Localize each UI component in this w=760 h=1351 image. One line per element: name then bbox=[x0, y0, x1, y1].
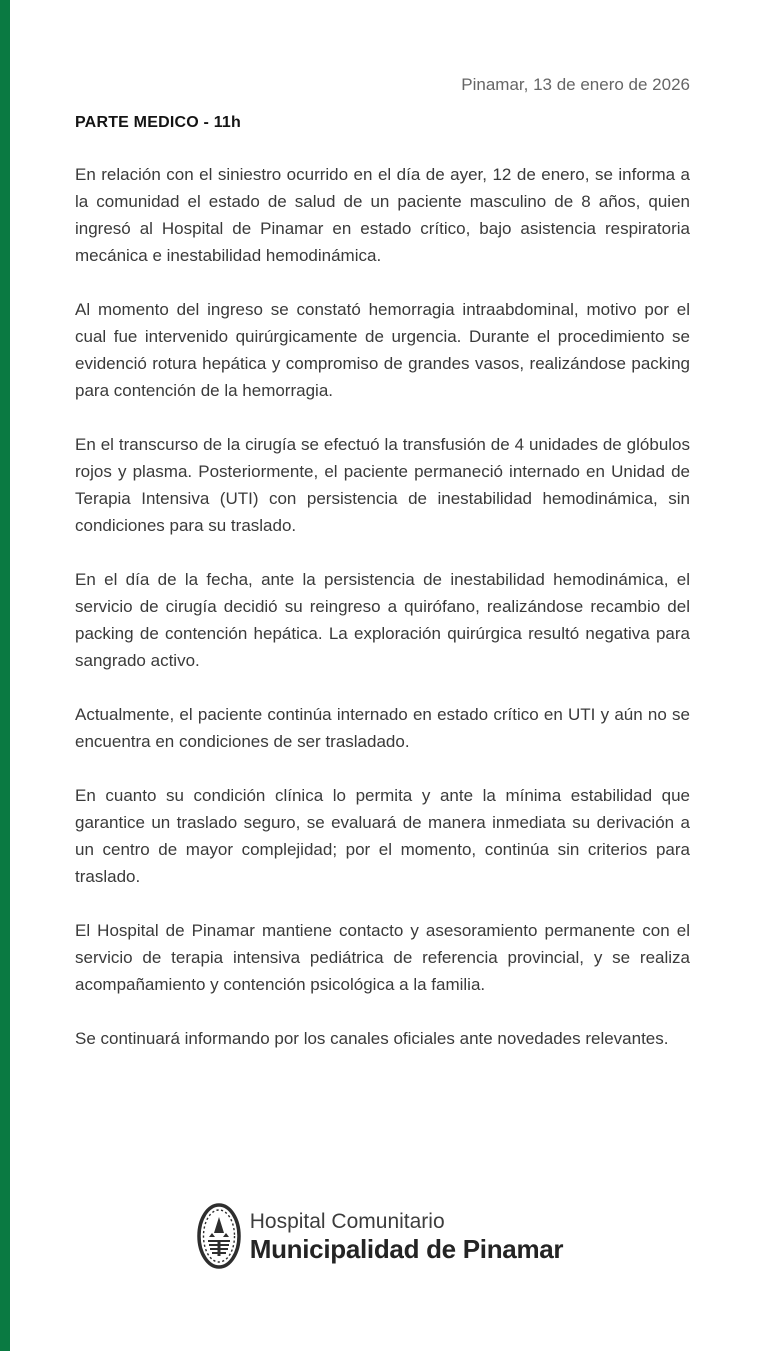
medical-bulletin bbox=[75, 0, 690, 1079]
paragraph-updates-notice: Se continuará informando por los canales oficiales ante novedades relevantes. bbox=[75, 1029, 669, 1048]
paragraph-current-status: Actualmente, el paciente continúa internado en estado crítico en UTI y aún no se encuentra en condiciones de ser trasladado. bbox=[75, 705, 690, 751]
left-accent-stripe bbox=[0, 0, 10, 1351]
dateline: Pinamar, 13 de enero de 2026 bbox=[461, 75, 690, 94]
bulletin-body bbox=[75, 161, 690, 1052]
bulletin-title: PARTE MEDICO - 11h bbox=[75, 114, 241, 131]
paragraph-transfusion-uti: En el transcurso de la cirugía se efectuó la transfusión de 4 unidades de glóbulos rojos y plasma. Posteriormente, el paciente permaneció internado en Unidad de Terapia Intensiva (UTI) con persistencia de inestabilidad hemodinámica, sin condiciones para su traslado. bbox=[75, 435, 690, 535]
logo-line-municipality: Municipalidad de Pinamar bbox=[249, 1233, 564, 1264]
logo-text bbox=[250, 1209, 564, 1264]
municipal-seal-icon bbox=[197, 1203, 241, 1269]
paragraph-incident-overview: En relación con el siniestro ocurrido en el día de ayer, 12 de enero, se informa a la comunidad el estado de salud de un paciente masculino de 8 años, quien ingresó al Hospital de Pinamar en estado crítico, bajo asistencia respiratoria mecánica e inestabilidad hemodinámica. bbox=[75, 165, 690, 265]
paragraph-support-family: El Hospital de Pinamar mantiene contacto y asesoramiento permanente con el servicio de terapia intensiva pediátrica de referencia provincial, y se realiza acompañamiento y contención psicológica a la familia. bbox=[75, 921, 690, 994]
paragraph-reoperation: En el día de la fecha, ante la persistencia de inestabilidad hemodinámica, el servicio de cirugía decidió su reingreso a quirófano, realizándose recambio del packing de contención hepática. La exploración quirúrgica resultó negativa para sangrado activo. bbox=[75, 570, 690, 670]
hospital-logo bbox=[0, 1203, 760, 1269]
paragraph-transfer-criteria: En cuanto su condición clínica lo permita y ante la mínima estabilidad que garantice un traslado seguro, se evaluará de manera inmediata su derivación a un centro de mayor complejidad; por el momento, continúa sin criterios para traslado. bbox=[75, 786, 690, 886]
paragraph-admission-surgery: Al momento del ingreso se constató hemorragia intraabdominal, motivo por el cual fue intervenido quirúrgicamente de urgencia. Durante el procedimiento se evidenció rotura hepática y compromiso de grandes vasos, realizándose packing para contención de la hemorragia. bbox=[75, 300, 690, 400]
logo-line-hospital: Hospital Comunitario bbox=[249, 1209, 445, 1233]
